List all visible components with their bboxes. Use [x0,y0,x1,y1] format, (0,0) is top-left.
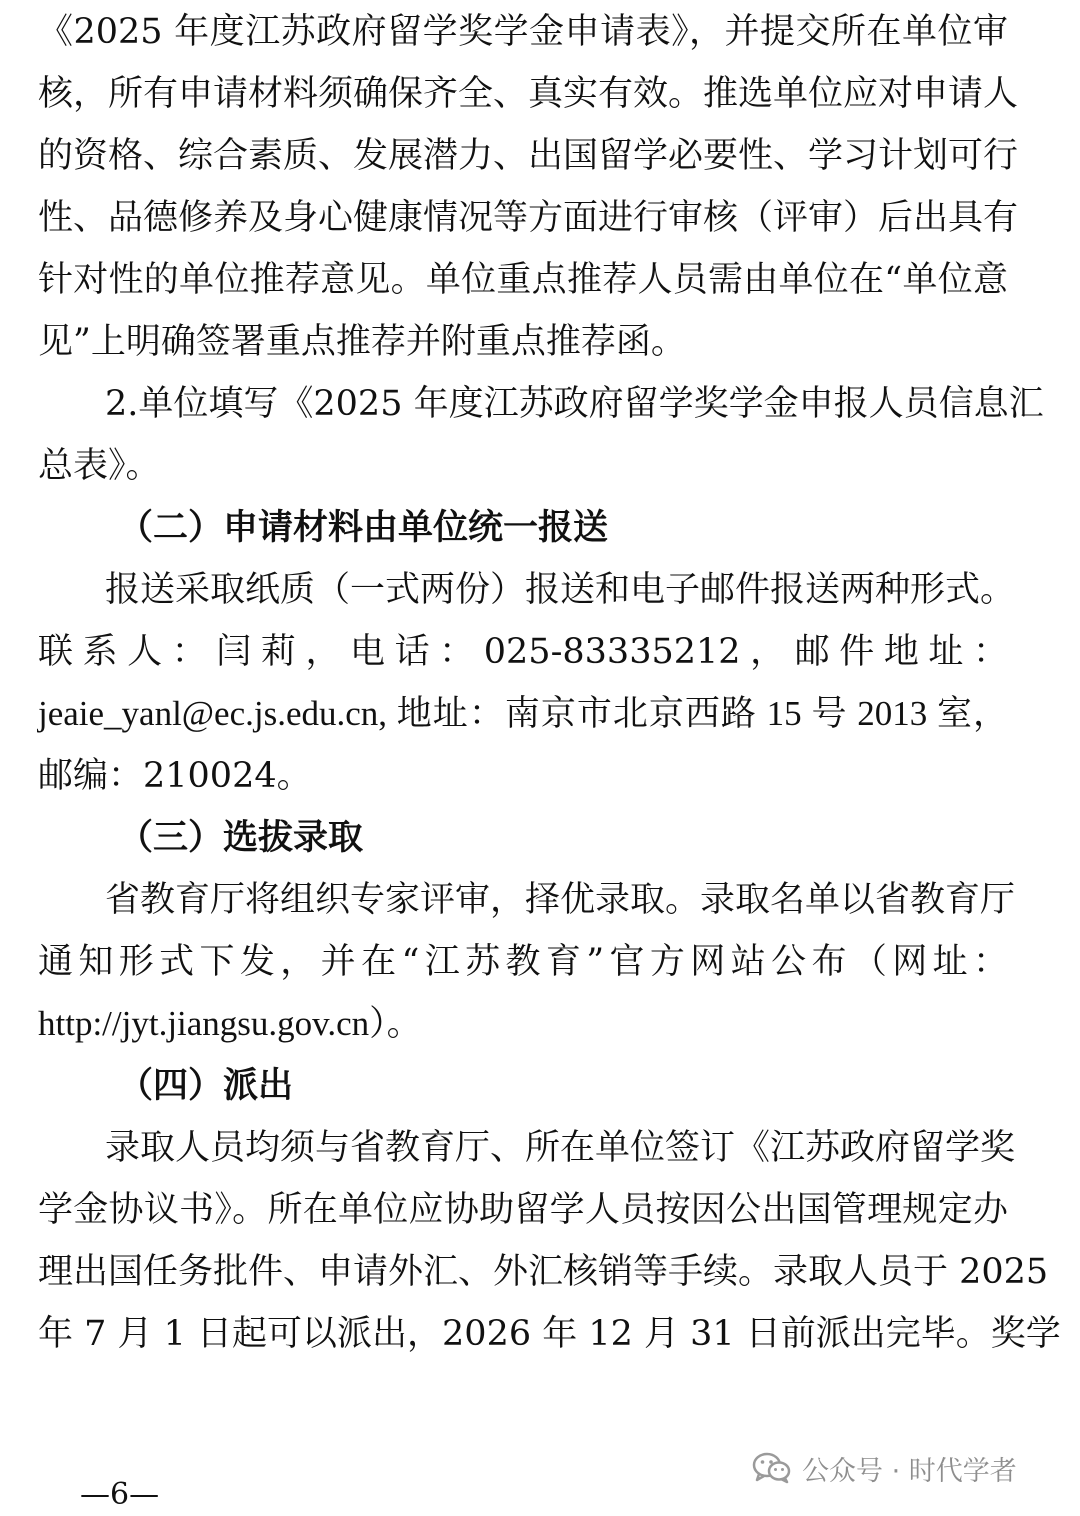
body-line: 总表》。 [38,446,161,486]
watermark-text: 公众号 · 时代学者 [802,1455,1017,1487]
body-line: 理出国任务批件、申请外汇、外汇核销等手续。录取人员于 2025 [38,1252,1049,1292]
body-line: 报送采取纸质（一式两份）报送和电子邮件报送两种形式。 [105,570,1016,610]
body-line: 性、品德修养及身心健康情况等方面进行审核（评审）后出具有 [38,198,1019,238]
section-heading-2: （二）申请材料由单位统一报送 [118,507,609,548]
body-line: 核，所有申请材料须确保齐全、真实有效。推选单位应对申请人 [38,74,1019,114]
contact-email-line: jeaie_yanl@ec.js.edu.cn, 地址：南京市北京西路 15 号 2013 室， [38,694,1008,733]
body-line: 学金协议书》。所在单位应协助留学人员按因公出国管理规定办 [38,1190,1008,1230]
website-url-line: http://jyt.jiangsu.gov.cn）。 [38,1004,422,1043]
section-heading-4: （四）派出 [118,1065,294,1106]
watermark [752,1448,1017,1488]
page-number: —6— [80,1477,160,1512]
body-line: 年 7 月 1 日起可以派出，2026 年 12 月 31 日前派出完毕。奖学 [38,1314,1061,1354]
body-line: 通知形式下发，并在“江苏教育”官方网站公布（网址： [38,942,1008,982]
postcode-line: 邮编：210024。 [38,756,312,796]
body-line: 2.单位填写《2025 年度江苏政府留学奖学金申报人员信息汇 [105,384,1044,424]
body-line: 见”上明确签署重点推荐并附重点推荐函。 [38,322,686,362]
body-line: 《2025 年度江苏政府留学奖学金申请表》，并提交所在单位审 [38,12,1008,52]
section-heading-3: （三）选拔录取 [118,817,364,858]
body-line: 的资格、综合素质、发展潜力、出国留学必要性、学习计划可行 [38,136,1019,176]
contact-line: 联系人：闫莉，电话：025-83335212，邮件地址： [38,632,1008,672]
body-line: 省教育厅将组织专家评审，择优录取。录取名单以省教育厅 [105,880,1016,920]
body-line: 针对性的单位推荐意见。单位重点推荐人员需由单位在“单位意 [38,260,1008,300]
wechat-icon [752,1452,792,1484]
body-line: 录取人员均须与省教育厅、所在单位签订《江苏政府留学奖 [105,1128,1016,1168]
